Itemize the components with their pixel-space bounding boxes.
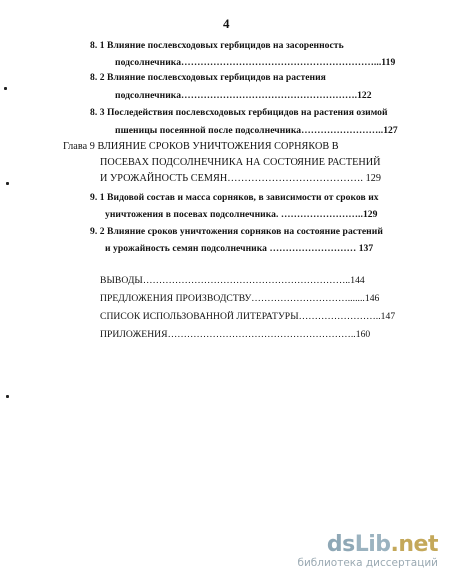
toc-entry-9-2-cont: и урожайность семян подсолнечника ……………………… 137: [105, 243, 374, 254]
toc-entry-9-1-cont: уничтожения в посевах подсолнечника. ……………………..129: [105, 209, 378, 220]
toc-entry-8-1: 8. 1 Влияние послевсходовых гербицидов на засоренность: [90, 40, 344, 51]
toc-entry-9-1: 9. 1 Видовой состав и масса сорняков, в зависимости от сроков их: [90, 192, 379, 203]
page-number: 4: [223, 16, 230, 31]
toc-entry-8-1-cont: подсолнечника……………………………………………………...119: [115, 57, 396, 68]
toc-conclusions: ВЫВОДЫ………………………………………………………..144: [100, 275, 365, 286]
toc-entry-8-2-cont: подсолнечника……………………………………………….122: [115, 90, 372, 101]
toc-references: СПИСОК ИСПОЛЬЗОВАННОЙ ЛИТЕРАТУРЫ……………………..147: [100, 311, 396, 322]
toc-entry-8-2: 8. 2 Влияние послевсходовых гербицидов на растения: [90, 72, 326, 83]
toc-chapter-9-cont2: И УРОЖАЙНОСТЬ СЕМЯН…………………………………. 129: [100, 173, 381, 184]
scan-speck: [6, 395, 9, 398]
toc-appendices: ПРИЛОЖЕНИЯ…………………………………………………..160: [100, 329, 371, 340]
toc-chapter-9-cont: ПОСЕВАХ ПОДСОЛНЕЧНИКА НА СОСТОЯНИЕ РАСТЕНИЙ: [100, 157, 381, 168]
toc-entry-8-3: 8. 3 Последействия послевсходовых гербицидов на растения озимой: [90, 107, 388, 118]
toc-entry-9-2: 9. 2 Влияние сроков уничтожения сорняков на состояние растений: [90, 226, 383, 237]
scan-speck: [6, 182, 9, 185]
dslib-logo: dsLib.net: [326, 532, 438, 557]
toc-chapter-9: Глава 9 ВЛИЯНИЕ СРОКОВ УНИЧТОЖЕНИЯ СОРНЯКОВ В: [63, 141, 339, 152]
scan-speck: [4, 87, 7, 90]
dslib-watermark: [297, 533, 438, 569]
toc-proposals: ПРЕДЛОЖЕНИЯ ПРОИЗВОДСТВУ………………………….......146: [100, 293, 380, 304]
watermark-subtitle: библиотека диссертаций: [297, 557, 438, 569]
toc-entry-8-3-cont: пшеницы посеянной после подсолнечника……………………..127: [115, 125, 398, 136]
